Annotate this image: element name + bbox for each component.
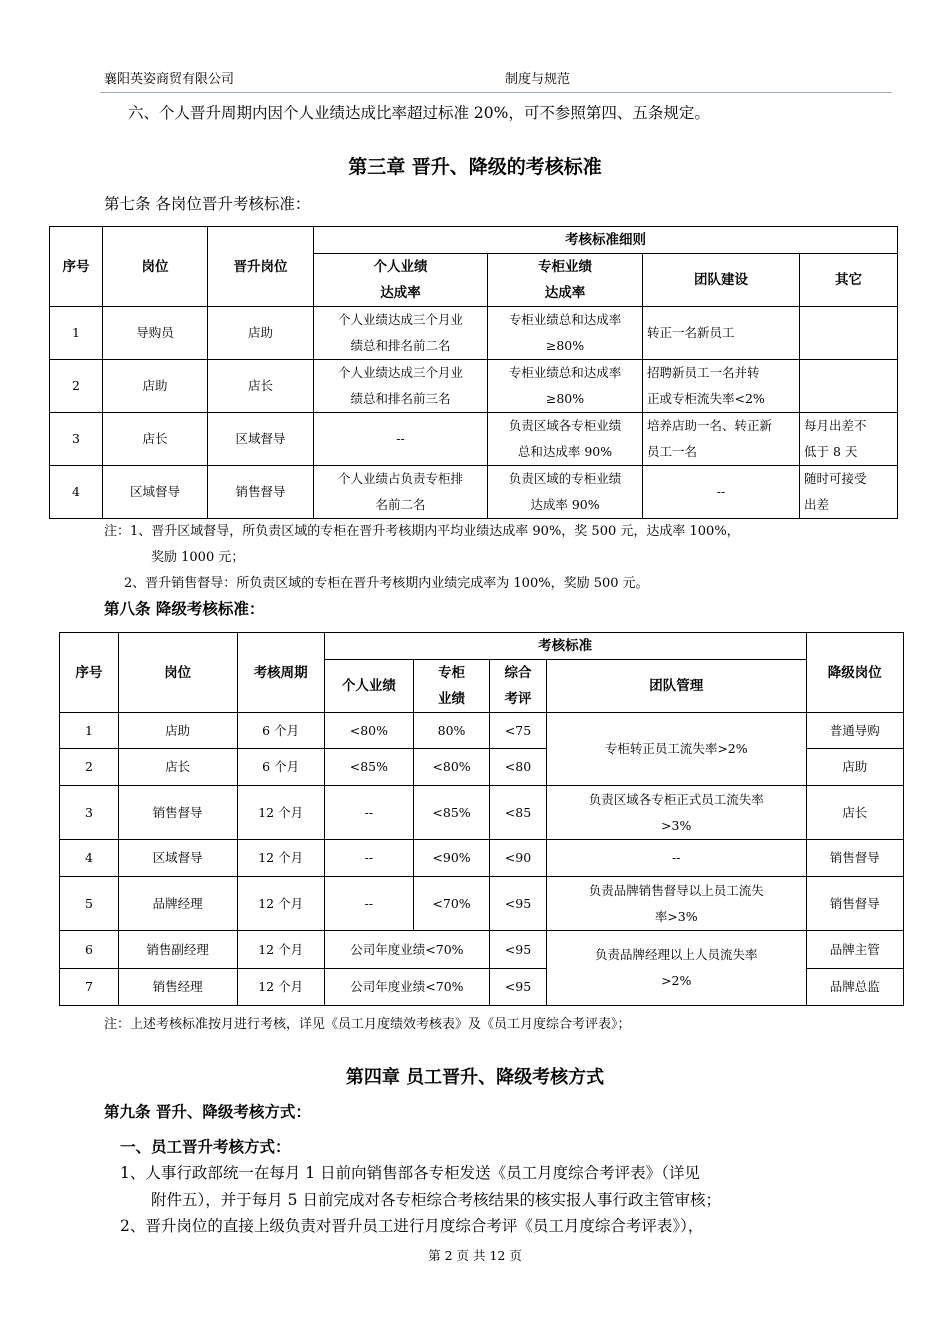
table-row — [50, 466, 898, 519]
article8-heading: 第八条 降级考核标准： — [104, 600, 265, 618]
t2-cell-position: 销售副经理 — [118, 931, 237, 969]
t2-cell-team: -- — [546, 840, 806, 877]
t2-cell-position: 销售督导 — [118, 786, 237, 840]
t2-cell-period: 12 个月 — [237, 877, 324, 931]
t2-cell-position: 品牌经理 — [118, 877, 237, 931]
table-row — [60, 786, 904, 840]
t2-cell-position: 店长 — [118, 749, 237, 786]
t2-cell-counter: <85% — [414, 786, 490, 840]
t2-cell-period: 6 个月 — [237, 749, 324, 786]
t1-cell-position: 区域督导 — [103, 466, 208, 519]
demotion-criteria-table — [59, 632, 904, 1006]
t2-cell-team: 负责品牌经理以上人员流失率 >2% — [546, 931, 806, 1006]
table-row — [50, 360, 898, 413]
t2-header-overall: 综合 考评 — [490, 660, 547, 713]
t1-cell-other: 每月出差不 低于 8 天 — [800, 413, 898, 466]
t1-cell-personal: 个人业绩占负责专柜排 名前二名 — [314, 466, 488, 519]
promotion-criteria-table — [49, 226, 898, 519]
sub-heading-promotion: 一、员工晋升考核方式： — [120, 1138, 291, 1156]
intro-paragraph: 六、个人晋升周期内因个人业绩达成比率超过标准 20%，可不参照第四、五条规定。 — [128, 104, 710, 122]
t1-cell-team: 转正一名新员工 — [643, 307, 800, 360]
t2-cell-counter: 80% — [414, 713, 490, 749]
t1-cell-counter: 专柜业绩总和达成率 ≥80% — [488, 360, 643, 413]
t1-cell-no: 3 — [50, 413, 103, 466]
t1-cell-other: 随时可接受 出差 — [800, 466, 898, 519]
table-row — [60, 713, 904, 749]
t2-cell-overall: <95 — [490, 877, 547, 931]
chapter4-title: 第四章 员工晋升、降级考核方式 — [345, 1067, 605, 1088]
t1-cell-promote: 店助 — [208, 307, 314, 360]
table-row — [50, 413, 898, 466]
t2-cell-demote: 销售督导 — [806, 877, 903, 931]
t1-note-line2: 奖励 1000 元； — [151, 550, 245, 565]
t1-note-line1: 注：1、晋升区域督导，所负责区域的专柜在晋升考核期内平均业绩达成率 90%，奖 500 元，达成率 100%， — [104, 524, 740, 539]
item1-line1: 1、人事行政部统一在每月 1 日前向销售部各专柜发送《员工月度综合考评表》（详见 — [120, 1164, 700, 1182]
t2-cell-no: 6 — [60, 931, 119, 969]
t1-header-other: 其它 — [800, 254, 898, 307]
header-company: 襄阳英姿商贸有限公司 — [104, 72, 235, 87]
t1-cell-promote: 区域督导 — [208, 413, 314, 466]
t2-cell-demote: 店长 — [806, 786, 903, 840]
chapter3-title: 第三章 晋升、降级的考核标准 — [348, 156, 602, 178]
t1-cell-personal: -- — [314, 413, 488, 466]
t2-cell-overall: <80 — [490, 749, 547, 786]
t2-cell-period: 12 个月 — [237, 840, 324, 877]
t1-cell-other — [800, 307, 898, 360]
t2-cell-overall: <85 — [490, 786, 547, 840]
t2-cell-demote: 普通导购 — [806, 713, 903, 749]
t2-cell-personal: -- — [324, 786, 413, 840]
t2-cell-no: 7 — [60, 969, 119, 1006]
table-row — [60, 877, 904, 931]
t1-cell-no: 2 — [50, 360, 103, 413]
t1-header-personal: 个人业绩 达成率 — [314, 254, 488, 307]
header-divider — [100, 92, 892, 93]
t2-cell-company: 公司年度业绩<70% — [324, 969, 489, 1006]
t2-cell-overall: <95 — [490, 931, 547, 969]
t1-cell-team: 培养店助一名、转正新 员工一名 — [643, 413, 800, 466]
t2-cell-overall: <90 — [490, 840, 547, 877]
t2-header-criteria: 考核标准 — [324, 633, 806, 660]
t2-header-demote: 降级岗位 — [806, 633, 903, 713]
t2-cell-team: 负责区域各专柜正式员工流失率 >3% — [546, 786, 806, 840]
t2-cell-demote: 品牌总监 — [806, 969, 903, 1006]
t1-cell-no: 4 — [50, 466, 103, 519]
t2-cell-company: 公司年度业绩<70% — [324, 931, 489, 969]
t1-cell-no: 1 — [50, 307, 103, 360]
table-row — [60, 840, 904, 877]
t1-cell-team: 招聘新员工一名并转 正或专柜流失率<2% — [643, 360, 800, 413]
t2-cell-personal: -- — [324, 877, 413, 931]
t2-cell-no: 5 — [60, 877, 119, 931]
t1-cell-promote: 销售督导 — [208, 466, 314, 519]
t2-cell-personal: <80% — [324, 713, 413, 749]
t2-header-position: 岗位 — [118, 633, 237, 713]
t2-header-counter: 专柜 业绩 — [414, 660, 490, 713]
t1-header-no: 序号 — [50, 227, 103, 307]
t1-cell-personal: 个人业绩达成三个月业 绩总和排名前三名 — [314, 360, 488, 413]
t1-cell-position: 导购员 — [103, 307, 208, 360]
t2-cell-overall: <75 — [490, 713, 547, 749]
t2-header-team: 团队管理 — [546, 660, 806, 713]
t2-cell-position: 店助 — [118, 713, 237, 749]
t1-header-counter: 专柜业绩 达成率 — [488, 254, 643, 307]
page-footer: 第 2 页 共 12 页 — [428, 1248, 522, 1263]
t2-header-personal: 个人业绩 — [324, 660, 413, 713]
article9-heading: 第九条 晋升、降级考核方式： — [104, 1103, 311, 1121]
t1-header-team: 团队建设 — [643, 254, 800, 307]
t1-header-promote: 晋升岗位 — [208, 227, 314, 307]
t2-cell-period: 12 个月 — [237, 969, 324, 1006]
t2-note: 注：上述考核标准按月进行考核，详见《员工月度绩效考核表》及《员工月度综合考评表》； — [104, 1017, 631, 1032]
t2-cell-personal: <85% — [324, 749, 413, 786]
t2-cell-period: 6 个月 — [237, 713, 324, 749]
item2-line1: 2、晋升岗位的直接上级负责对晋升员工进行月度综合考评《员工月度综合考评表》）， — [120, 1217, 704, 1235]
t2-cell-demote: 店助 — [806, 749, 903, 786]
t1-cell-position: 店长 — [103, 413, 208, 466]
t1-cell-counter: 专柜业绩总和达成率 ≥80% — [488, 307, 643, 360]
t1-header-position: 岗位 — [103, 227, 208, 307]
t2-cell-overall: <95 — [490, 969, 547, 1006]
t2-cell-no: 2 — [60, 749, 119, 786]
t2-cell-counter: <70% — [414, 877, 490, 931]
table-row — [60, 931, 904, 969]
t2-cell-demote: 销售督导 — [806, 840, 903, 877]
t2-cell-no: 3 — [60, 786, 119, 840]
t2-cell-no: 4 — [60, 840, 119, 877]
t2-cell-personal: -- — [324, 840, 413, 877]
header-section: 制度与规范 — [505, 72, 571, 87]
t2-cell-counter: <90% — [414, 840, 490, 877]
t2-cell-counter: <80% — [414, 749, 490, 786]
t2-cell-team: 专柜转正员工流失率>2% — [546, 713, 806, 786]
t2-cell-period: 12 个月 — [237, 786, 324, 840]
t1-cell-personal: 个人业绩达成三个月业 绩总和排名前二名 — [314, 307, 488, 360]
t2-cell-position: 销售经理 — [118, 969, 237, 1006]
t1-note-line3: 2、晋升销售督导：所负责区域的专柜在晋升考核期内业绩完成率为 100%，奖励 500 元。 — [124, 576, 649, 591]
t2-cell-period: 12 个月 — [237, 931, 324, 969]
t2-cell-position: 区域督导 — [118, 840, 237, 877]
t1-cell-position: 店助 — [103, 360, 208, 413]
t1-cell-counter: 负责区域的专柜业绩 达成率 90% — [488, 466, 643, 519]
t2-header-no: 序号 — [60, 633, 119, 713]
item1-line2: 附件五），并于每月 5 日前完成对各专柜综合考核结果的核实报人事行政主管审核； — [151, 1191, 721, 1209]
t2-cell-no: 1 — [60, 713, 119, 749]
t1-cell-promote: 店长 — [208, 360, 314, 413]
t2-cell-demote: 品牌主管 — [806, 931, 903, 969]
t2-header-period: 考核周期 — [237, 633, 324, 713]
t1-cell-counter: 负责区域各专柜业绩 总和达成率 90% — [488, 413, 643, 466]
t2-cell-team: 负责品牌销售督导以上员工流失 率>3% — [546, 877, 806, 931]
article7-heading: 第七条 各岗位晋升考核标准： — [104, 195, 311, 213]
t1-cell-team: -- — [643, 466, 800, 519]
table-row — [50, 307, 898, 360]
t1-cell-other — [800, 360, 898, 413]
t1-header-criteria: 考核标准细则 — [314, 227, 898, 254]
